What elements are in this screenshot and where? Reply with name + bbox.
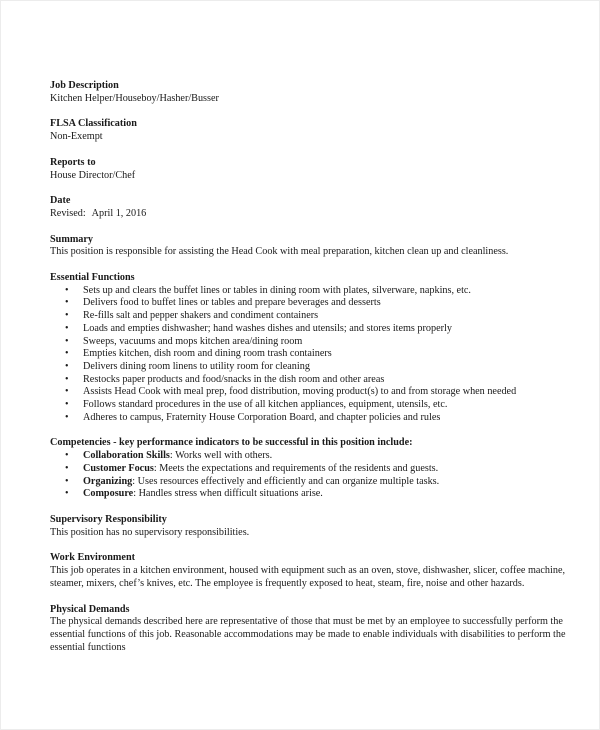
list-item-text: Assists Head Cook with meal prep, food distribution, moving product(s) to and from storage when needed: [83, 386, 517, 398]
list-item-text: Re-fills salt and pepper shakers and condiment containers: [83, 310, 319, 322]
bullet-icon: •: [65, 284, 69, 296]
flsa-heading: FLSA Classification: [50, 118, 137, 130]
bullet-icon: •: [65, 310, 69, 322]
bullet-icon: •: [65, 399, 69, 411]
list-item-text: Delivers dining room linens to utility room for cleaning: [83, 360, 310, 372]
physical-demands-text: The physical demands described here are representative of those that must be met by an employee to successfully perform the essential functions of this job. Reasonable accommodations may be made to enable individuals with disabilities to perform the essential functions: [50, 616, 566, 653]
list-item-text: Adheres to campus, Fraternity House Corporation Board, and chapter policies and rules: [83, 411, 441, 423]
supervisory-heading: Supervisory Responsibility: [50, 513, 167, 525]
bullet-icon: •: [65, 411, 69, 423]
essential-functions-list: [50, 285, 570, 425]
list-item: [65, 476, 570, 489]
document-content: [50, 80, 570, 667]
list-item: [65, 488, 570, 501]
list-item: [65, 297, 570, 310]
job-description-section: [50, 80, 570, 105]
list-item-text: Delivers food to buffet lines or tables and prepare beverages and desserts: [83, 297, 381, 309]
list-item: [65, 463, 570, 476]
date-heading: Date: [50, 195, 71, 207]
job-description-heading: Job Description: [50, 80, 119, 91]
list-item: [65, 386, 570, 399]
competency-label: Organizing: [83, 475, 133, 487]
bullet-icon: •: [65, 462, 69, 474]
job-description-value: Kitchen Helper/Houseboy/Hasher/Busser: [50, 92, 219, 104]
supervisory-text: This position has no supervisory responsibilities.: [50, 526, 250, 538]
competencies-heading: Competencies - key performance indicators to be successful in this position include:: [50, 437, 413, 449]
list-item: [65, 450, 570, 463]
essential-functions-section: [50, 272, 570, 424]
bullet-icon: •: [65, 450, 69, 462]
essential-functions-heading: Essential Functions: [50, 272, 135, 284]
physical-demands-heading: Physical Demands: [50, 603, 130, 615]
reports-to-value: House Director/Chef: [50, 169, 136, 181]
work-environment-heading: Work Environment: [50, 552, 136, 564]
list-item: [65, 361, 570, 374]
competency-label: Collaboration Skills: [83, 450, 170, 462]
bullet-icon: •: [65, 373, 69, 385]
bullet-icon: •: [65, 335, 69, 347]
competency-label: Composure: [83, 488, 134, 500]
bullet-icon: •: [65, 488, 69, 500]
list-item: [65, 336, 570, 349]
list-item: [65, 323, 570, 336]
bullet-icon: •: [65, 360, 69, 372]
flsa-section: [50, 118, 570, 143]
competency-text: : Handles stress when difficult situations arise.: [133, 488, 323, 500]
date-section: [50, 195, 570, 220]
list-item: [65, 310, 570, 323]
competency-text: : Meets the expectations and requirements of the residents and guests.: [153, 462, 439, 474]
bullet-icon: •: [65, 475, 69, 487]
bullet-icon: •: [65, 297, 69, 309]
revised-date: April 1, 2016: [91, 207, 147, 219]
bullet-icon: •: [65, 322, 69, 334]
date-line: [50, 208, 570, 221]
summary-section: [50, 234, 570, 259]
flsa-value: Non-Exempt: [50, 131, 103, 143]
list-item-text: Restocks paper products and food/snacks in the dish room and other areas: [83, 373, 385, 385]
bullet-icon: •: [65, 348, 69, 360]
summary-heading: Summary: [50, 233, 94, 245]
list-item: [65, 399, 570, 412]
list-item-text: Sweeps, vacuums and mops kitchen area/dining room: [83, 335, 303, 347]
work-environment-text: This job operates in a kitchen environment, housed with equipment such as an oven, stove, dishwasher, slicer, coffee machine, steamer, mixers, chef’s knives, etc. The employee is frequently exposed to heat, steam, fire, noise and other hazards.: [50, 565, 566, 589]
competency-text: : Uses resources effectively and efficiently and can organize multiple tasks.: [132, 475, 440, 487]
list-item-text: Loads and empties dishwasher; hand washes dishes and utensils; and stores items properly: [83, 322, 452, 334]
work-environment-section: [50, 552, 570, 590]
competency-text: : Works well with others.: [169, 450, 273, 462]
supervisory-section: [50, 514, 570, 539]
reports-to-section: [50, 157, 570, 182]
list-item: [65, 374, 570, 387]
list-item-text: Empties kitchen, dish room and dining room trash containers: [83, 348, 332, 360]
reports-to-heading: Reports to: [50, 156, 96, 168]
list-item: [65, 412, 570, 425]
physical-demands-section: [50, 604, 570, 655]
bullet-icon: •: [65, 386, 69, 398]
competencies-section: [50, 437, 570, 501]
list-item-text: Follows standard procedures in the use of all kitchen appliances, equipment, utensils, etc.: [83, 399, 448, 411]
summary-text: This position is responsible for assisting the Head Cook with meal preparation, kitchen clean up and cleanliness.: [50, 246, 509, 258]
competencies-list: [50, 450, 570, 501]
competency-label: Customer Focus: [83, 462, 154, 474]
list-item: [65, 285, 570, 298]
revised-label: Revised:: [50, 207, 86, 219]
list-item: [65, 348, 570, 361]
list-item-text: Sets up and clears the buffet lines or tables in dining room with plates, silverware, napkins, etc.: [83, 284, 471, 296]
